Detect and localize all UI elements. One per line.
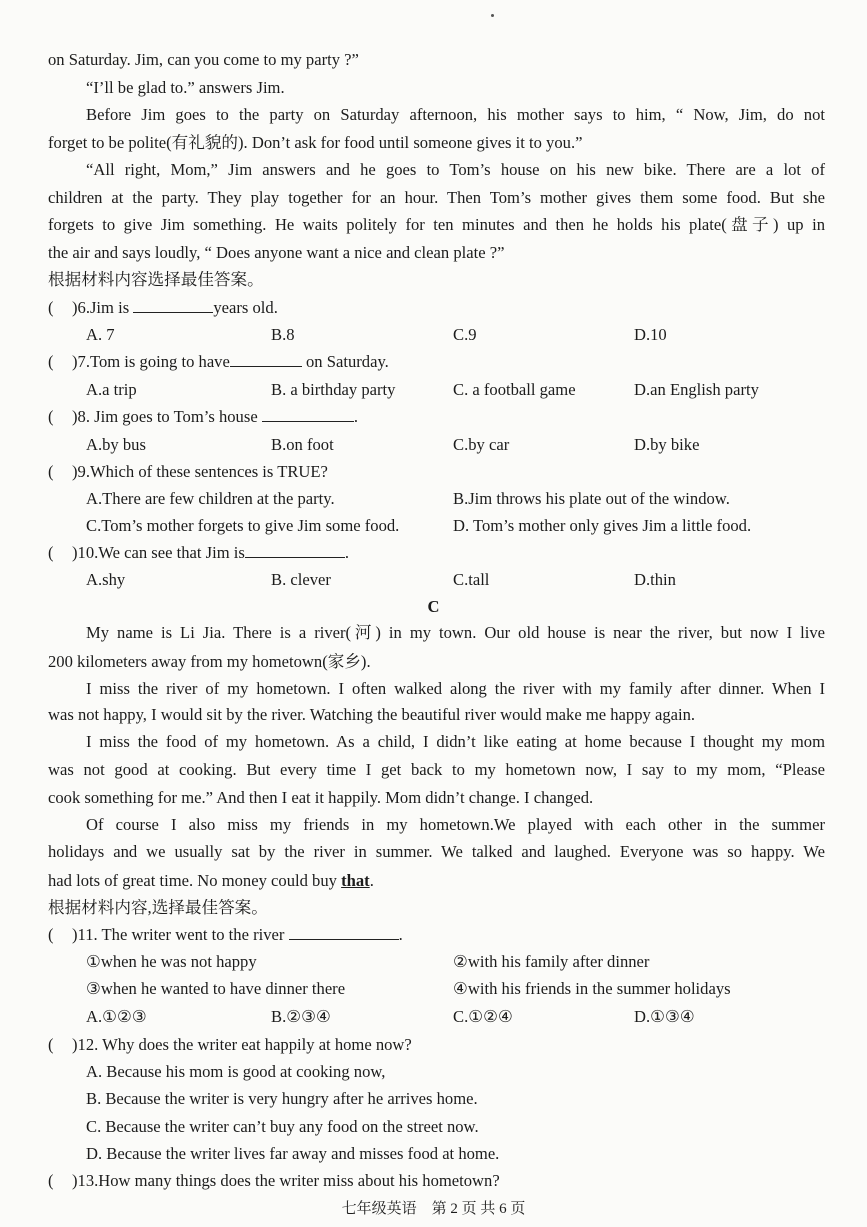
answer-paren-open: ( (48, 925, 54, 944)
question-13 (48, 1171, 825, 1191)
answer-paren-open: ( (48, 407, 54, 426)
question-9 (48, 462, 825, 482)
answer-paren-close: ) (72, 298, 78, 317)
answer-paren-close: ) (72, 407, 78, 426)
question-7-text: 7.Tom is going to have (77, 352, 230, 371)
passage-c-line-4: was not happy, I would sit by the river. Watching the beautiful river would make me happy again. (48, 705, 696, 724)
answer-paren-close: ) (72, 543, 78, 562)
option-10c: C.tall (453, 570, 490, 589)
answer-paren-close: ) (72, 352, 78, 371)
option-7b: B. a birthday party (271, 380, 396, 399)
question-10 (48, 543, 825, 563)
option-10d: D.thin (634, 570, 676, 589)
option-9a: A.There are few children at the party. (86, 489, 335, 508)
question-8-text: 8. Jim goes to Tom’s house (77, 407, 262, 426)
passage-b-line-4: forget to be polite(有礼貌的). Don’t ask for food until someone gives it to you.” (48, 133, 583, 152)
question-7 (48, 352, 825, 372)
answer-blank (230, 352, 302, 367)
answer-blank (245, 543, 345, 558)
question-10-text-end: . (344, 543, 350, 562)
option-10a: A.shy (86, 570, 126, 589)
answer-blank (289, 925, 399, 940)
instruction-b: 根据材料内容选择最佳答案。 (48, 270, 264, 289)
answer-paren-close: ) (72, 462, 78, 481)
option-6c: C.9 (453, 325, 477, 344)
question-7-text-end: on Saturday. (301, 352, 389, 371)
option-6b: B.8 (271, 325, 295, 344)
option-8d: D.by bike (634, 435, 700, 454)
passage-b-line-8: the air and says loudly, “ Does anyone want a nice and clean plate ?” (48, 243, 505, 262)
passage-c-line-6: was not good at cooking. But every time I get back to my hometown now, I say to my mom, “Please (48, 760, 825, 779)
option-11b: B.②③④ (271, 1007, 331, 1026)
option-12a: A. Because his mom is good at cooking now, (86, 1062, 386, 1081)
answer-paren-close: ) (72, 1035, 78, 1054)
underlined-word: that (341, 871, 370, 890)
question-8 (48, 407, 825, 427)
section-c-heading: C (427, 597, 440, 616)
option-7c: C. a football game (453, 380, 576, 399)
question-11-text-end: . (398, 925, 403, 944)
statement-2: ②with his family after dinner (453, 952, 650, 971)
question-6 (48, 298, 825, 318)
passage-c-line-5: I miss the food of my hometown. As a child, I didn’t like eating at home because I thought my mom (86, 732, 825, 751)
answer-paren-close: ) (72, 1171, 78, 1190)
passage-c-line-8: Of course I also miss my friends in my hometown.We played with each other in the summer (86, 815, 825, 834)
statement-4: ④with his friends in the summer holidays (453, 979, 731, 998)
answer-paren-open: ( (48, 462, 54, 481)
option-11c: C.①②④ (453, 1007, 513, 1026)
question-6-text-end: years old. (213, 298, 278, 317)
option-12c: C. Because the writer can’t buy any food on the street now. (86, 1117, 479, 1136)
option-9b: B.Jim throws his plate out of the window. (453, 489, 730, 508)
page-footer: 七年级英语 第 2 页 共 6 页 (341, 1201, 526, 1217)
question-12 (48, 1035, 825, 1055)
passage-b-line-3: Before Jim goes to the party on Saturday afternoon, his mother says to him, “ Now, Jim, do not (86, 105, 825, 124)
option-11a: A.①②③ (86, 1007, 147, 1026)
answer-paren-open: ( (48, 352, 54, 371)
answer-paren-open: ( (48, 298, 54, 317)
instruction-c: 根据材料内容,选择最佳答案。 (48, 898, 268, 917)
answer-paren-open: ( (48, 543, 54, 562)
option-9d: D. Tom’s mother only gives Jim a little food. (453, 516, 752, 535)
option-7d: D.an English party (634, 380, 759, 399)
statement-3: ③when he wanted to have dinner there (86, 979, 346, 998)
passage-c-line-7: cook something for me.” And then I eat it happily. Mom didn’t change. I changed. (48, 788, 594, 807)
passage-b-line-5: “All right, Mom,” Jim answers and he goes to Tom’s house on his new bike. There are a lot of (86, 160, 825, 179)
passage-c-line-10-text: had lots of great time. No money could buy (48, 871, 342, 890)
question-6-text: 6.Jim is (77, 298, 134, 317)
option-12d: D. Because the writer lives far away and misses food at home. (86, 1144, 500, 1163)
passage-b-line-1: on Saturday. Jim, can you come to my party ?” (48, 50, 359, 69)
option-8b: B.on foot (271, 435, 334, 454)
passage-c-line-10 (48, 871, 825, 891)
option-10b: B. clever (271, 570, 331, 589)
answer-blank (133, 298, 213, 313)
passage-c-line-9: holidays and we usually sat by the river in summer. We talked and laughed. Everyone was so happy. We (48, 842, 825, 861)
option-7a: A.a trip (86, 380, 137, 399)
option-6a: A. 7 (86, 325, 115, 344)
answer-paren-open: ( (48, 1035, 54, 1054)
passage-b-line-6: children at the party. They play together for an hour. Then Tom’s mother gives them some food. But she (48, 188, 825, 207)
passage-c-line-1: My name is Li Jia. There is a river(河) in my town. Our old house is near the river, but now I live (86, 623, 825, 642)
passage-c-line-2: 200 kilometers away from my hometown(家乡). (48, 652, 371, 671)
question-9-text: 9.Which of these sentences is TRUE? (77, 462, 328, 481)
option-11d: D.①③④ (634, 1007, 695, 1026)
answer-paren-open: ( (48, 1171, 54, 1190)
option-8c: C.by car (453, 435, 510, 454)
passage-b-line-2: “I’ll be glad to.” answers Jim. (86, 78, 285, 97)
question-12-text: 12. Why does the writer eat happily at home now? (77, 1035, 412, 1054)
period: . (369, 871, 374, 890)
option-8a: A.by bus (86, 435, 146, 454)
statement-1: ①when he was not happy (86, 952, 257, 971)
question-11-text: 11. The writer went to the river (77, 925, 289, 944)
question-13-text: 13.How many things does the writer miss about his hometown? (77, 1171, 500, 1190)
option-6d: D.10 (634, 325, 667, 344)
option-9c: C.Tom’s mother forgets to give Jim some food. (86, 516, 400, 535)
scan-speck (491, 14, 494, 17)
question-8-text-end: . (353, 407, 358, 426)
option-12b: B. Because the writer is very hungry after he arrives home. (86, 1089, 478, 1108)
question-10-text: 10.We can see that Jim is (77, 543, 245, 562)
passage-c-line-3: I miss the river of my hometown. I often walked along the river with my family after dinner. When I (86, 679, 825, 698)
passage-b-line-7: forgets to give Jim something. He waits politely for ten minutes and then he holds his plate(盘子) up in (48, 215, 825, 234)
answer-blank (262, 407, 354, 422)
answer-paren-close: ) (72, 925, 78, 944)
question-11 (48, 925, 825, 945)
